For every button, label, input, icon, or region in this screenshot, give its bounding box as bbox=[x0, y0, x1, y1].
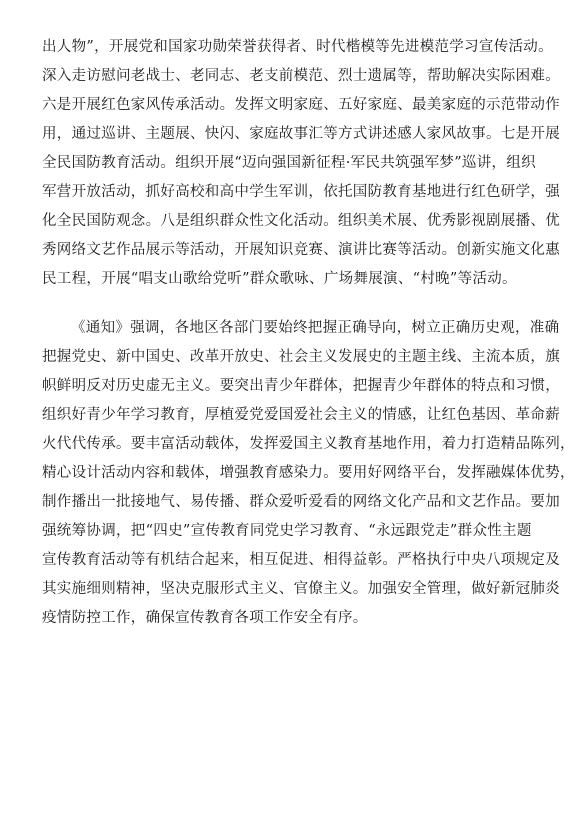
text-line: 军营开放活动，抓好高校和高中学生军训，依托国防教育基地进行红色研学，强 bbox=[42, 184, 560, 200]
text-line: 深入走访慰问老战士、老同志、老支前模范、烈士遗属等，帮助解决实际困难。 bbox=[42, 68, 560, 84]
text-line: 强统筹协调，把“四史”宣传教育同党史学习教育、“永远跟党走”群众性主题 bbox=[42, 523, 532, 539]
paragraph-gap bbox=[42, 294, 554, 314]
text-line: 其实施细则精神，坚决克服形式主义、官僚主义。加强安全管理，做好新冠肺炎 bbox=[42, 581, 560, 597]
paragraph-1 bbox=[42, 33, 560, 294]
text-line: 把握党史、新中国史、改革开放史、社会主义发展史的主题主线、主流本质，旗 bbox=[42, 349, 560, 365]
text-line: 宣传教育活动等有机结合起来，相互促进、相得益彰。严格执行中央八项规定及 bbox=[42, 552, 560, 568]
text-line: 全民国防教育活动。组织开展“迈向强国新征程·军民共筑强军梦”巡讲，组织 bbox=[42, 155, 536, 171]
text-line: 《通知》强调，各地区各部门要始终把握正确导向，树立正确历史观，准确 bbox=[71, 320, 560, 336]
text-line: 出人物”，开展党和国家功勋荣誉获得者、时代楷模等先进模范学习宣传活动。 bbox=[42, 39, 553, 55]
text-line: 六是开展红色家风传承活动。发挥文明家庭、五好家庭、最美家庭的示范带动作 bbox=[42, 97, 560, 113]
text-line: 秀网络文艺作品展示等活动，开展知识竞赛、演讲比赛等活动。创新实施文化惠 bbox=[42, 242, 560, 258]
text-line: 民工程，开展“唱支山歌给党听”群众歌咏、广场舞展演、“村晚”等活动。 bbox=[42, 271, 517, 287]
paragraph-2 bbox=[42, 314, 575, 633]
text-line: 化全民国防观念。八是组织群众性文化活动。组织美术展、优秀影视剧展播、优 bbox=[42, 213, 560, 229]
text-line: 精心设计活动内容和载体，增强教育感染力。要用好网络平台，发挥融媒体优势， bbox=[42, 465, 575, 481]
text-line: 用，通过巡讲、主题展、快闪、家庭故事汇等方式讲述感人家风故事。七是开展 bbox=[42, 126, 560, 142]
text-line: 制作播出一批接地气、易传播、群众爱听爱看的网络文化产品和文艺作品。要加 bbox=[42, 494, 560, 510]
text-line: 火代代传承。要丰富活动载体，发挥爱国主义教育基地作用，着力打造精品陈列， bbox=[42, 436, 575, 452]
text-line: 帜鲜明反对历史虚无主义。要突出青少年群体，把握青少年群体的特点和习惯， bbox=[42, 378, 560, 394]
text-line: 组织好青少年学习教育，厚植爱党爱国爱社会主义的情感，让红色基因、革命薪 bbox=[42, 407, 560, 423]
text-line: 疫情防控工作，确保宣传教育各项工作安全有序。 bbox=[42, 610, 368, 626]
